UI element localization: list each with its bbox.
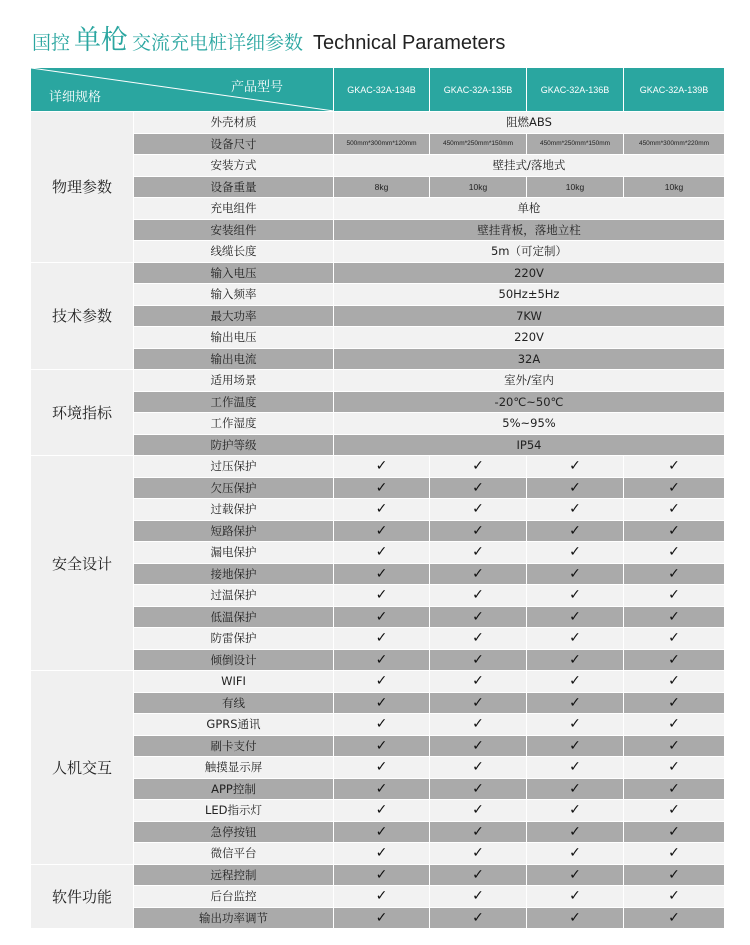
- spec-value-cell: [527, 778, 624, 800]
- spec-value-cell: [334, 649, 430, 671]
- spec-value: -20℃~50℃: [334, 391, 725, 413]
- checkmark-icon: ✓: [375, 651, 388, 668]
- table-row: [31, 219, 725, 241]
- checkmark-icon: ✓: [375, 694, 388, 711]
- spec-value: 8kg: [334, 176, 430, 198]
- checkmark-icon: ✓: [668, 845, 680, 862]
- spec-value-cell: [334, 735, 430, 757]
- spec-item-label: 微信平台: [134, 843, 334, 865]
- checkmark-icon: ✓: [668, 673, 680, 690]
- table-row: [31, 112, 725, 134]
- spec-value-cell: [334, 477, 430, 499]
- table-row: [31, 391, 725, 413]
- spec-value: 220V: [334, 327, 725, 349]
- table-row: [31, 628, 725, 650]
- spec-item-label: 触摸显示屏: [134, 757, 334, 779]
- checkmark-icon: ✓: [472, 479, 484, 496]
- spec-value-cell: [527, 907, 624, 929]
- table-row: [31, 821, 725, 843]
- spec-value-cell: [624, 606, 725, 628]
- spec-item-label: 输出电流: [134, 348, 334, 370]
- header-model-label: 产品型号: [230, 80, 283, 95]
- spec-value: 10kg: [527, 176, 624, 198]
- table-row: [31, 843, 725, 865]
- checkmark-icon: ✓: [668, 608, 680, 625]
- spec-item-label: 线缆长度: [134, 241, 334, 263]
- checkmark-icon: ✓: [569, 630, 581, 647]
- checkmark-icon: ✓: [472, 608, 484, 625]
- spec-value-cell: [527, 606, 624, 628]
- checkmark-icon: ✓: [569, 716, 581, 733]
- spec-item-label: 有线: [134, 692, 334, 714]
- checkmark-icon: ✓: [569, 608, 581, 625]
- spec-value-cell: [334, 499, 430, 521]
- checkmark-icon: ✓: [375, 544, 388, 561]
- checkmark-icon: ✓: [375, 458, 388, 475]
- checkmark-icon: ✓: [472, 630, 484, 647]
- checkmark-icon: ✓: [668, 716, 680, 733]
- title-highlight: 单枪: [74, 25, 129, 56]
- checkmark-icon: ✓: [668, 522, 680, 539]
- spec-value-cell: [334, 456, 430, 478]
- table-row: [31, 563, 725, 585]
- spec-value: 室外/室内: [334, 370, 725, 392]
- spec-value: 5m（可定制）: [334, 241, 725, 263]
- checkmark-icon: ✓: [472, 651, 484, 668]
- spec-value-cell: [430, 520, 527, 542]
- checkmark-icon: ✓: [472, 501, 484, 518]
- model-header-3: GKAC-32A-136B: [527, 68, 624, 112]
- spec-value-cell: [430, 735, 527, 757]
- spec-value-cell: [527, 542, 624, 564]
- spec-value-cell: [430, 628, 527, 650]
- table-row: [31, 477, 725, 499]
- checkmark-icon: ✓: [375, 888, 388, 905]
- spec-value-cell: [624, 800, 725, 822]
- spec-item-label: 输入电压: [134, 262, 334, 284]
- spec-value-cell: [624, 649, 725, 671]
- checkmark-icon: ✓: [375, 587, 388, 604]
- spec-table: [30, 67, 725, 929]
- spec-item-label: APP控制: [134, 778, 334, 800]
- spec-value: 10kg: [624, 176, 725, 198]
- spec-item-label: 过载保护: [134, 499, 334, 521]
- model-header-4: GKAC-32A-139B: [624, 68, 725, 112]
- spec-value-cell: [624, 907, 725, 929]
- spec-value: 10kg: [430, 176, 527, 198]
- spec-item-label: 防雷保护: [134, 628, 334, 650]
- spec-value-cell: [430, 477, 527, 499]
- spec-value-cell: [334, 520, 430, 542]
- table-row: [31, 348, 725, 370]
- checkmark-icon: ✓: [375, 823, 388, 840]
- spec-item-label: 充电组件: [134, 198, 334, 220]
- checkmark-icon: ✓: [668, 544, 680, 561]
- checkmark-icon: ✓: [375, 501, 388, 518]
- checkmark-icon: ✓: [472, 587, 484, 604]
- checkmark-icon: ✓: [668, 479, 680, 496]
- spec-value-cell: [430, 499, 527, 521]
- checkmark-icon: ✓: [375, 608, 388, 625]
- spec-item-label: 后台监控: [134, 886, 334, 908]
- spec-value-cell: [430, 563, 527, 585]
- spec-value-cell: [430, 542, 527, 564]
- spec-value-cell: [430, 843, 527, 865]
- spec-value-cell: [334, 864, 430, 886]
- spec-value-cell: [430, 606, 527, 628]
- spec-value: 阻燃ABS: [334, 112, 725, 134]
- spec-item-label: 输出功率调节: [134, 907, 334, 929]
- spec-item-label: 工作温度: [134, 391, 334, 413]
- checkmark-icon: ✓: [569, 780, 581, 797]
- checkmark-icon: ✓: [472, 458, 484, 475]
- table-row: [31, 176, 725, 198]
- spec-value-cell: [624, 821, 725, 843]
- spec-value: 50Hz±5Hz: [334, 284, 725, 306]
- spec-value-cell: [624, 477, 725, 499]
- spec-value-cell: [334, 542, 430, 564]
- checkmark-icon: ✓: [569, 694, 581, 711]
- spec-value-cell: [527, 821, 624, 843]
- spec-item-label: 短路保护: [134, 520, 334, 542]
- model-header-1: GKAC-32A-134B: [334, 68, 430, 112]
- table-row: [31, 155, 725, 177]
- checkmark-icon: ✓: [668, 651, 680, 668]
- checkmark-icon: ✓: [569, 866, 581, 883]
- spec-value: 220V: [334, 262, 725, 284]
- spec-value-cell: [624, 714, 725, 736]
- spec-value-cell: [334, 778, 430, 800]
- title-prefix: 国控: [32, 32, 71, 54]
- spec-value-cell: [430, 671, 527, 693]
- spec-value: 7KW: [334, 305, 725, 327]
- spec-value-cell: [624, 563, 725, 585]
- spec-value-cell: [334, 907, 430, 929]
- checkmark-icon: ✓: [569, 737, 581, 754]
- checkmark-icon: ✓: [668, 458, 680, 475]
- spec-value-cell: [430, 692, 527, 714]
- checkmark-icon: ✓: [668, 501, 680, 518]
- checkmark-icon: ✓: [375, 565, 388, 582]
- checkmark-icon: ✓: [472, 888, 484, 905]
- spec-item-label: 安装方式: [134, 155, 334, 177]
- checkmark-icon: ✓: [472, 845, 484, 862]
- table-row: [31, 520, 725, 542]
- checkmark-icon: ✓: [668, 694, 680, 711]
- spec-value-cell: [430, 714, 527, 736]
- spec-value-cell: [624, 542, 725, 564]
- checkmark-icon: ✓: [375, 759, 388, 776]
- spec-value-cell: [430, 778, 527, 800]
- spec-value-cell: [430, 907, 527, 929]
- table-row: [31, 327, 725, 349]
- checkmark-icon: ✓: [472, 802, 484, 819]
- spec-value-cell: [527, 843, 624, 865]
- spec-value-cell: [527, 864, 624, 886]
- checkmark-icon: ✓: [472, 823, 484, 840]
- table-row: [31, 692, 725, 714]
- spec-value-cell: [624, 735, 725, 757]
- checkmark-icon: ✓: [569, 479, 581, 496]
- table-row: [31, 757, 725, 779]
- spec-value-cell: [624, 585, 725, 607]
- spec-item-label: 刷卡支付: [134, 735, 334, 757]
- spec-value: 5%~95%: [334, 413, 725, 435]
- spec-value: IP54: [334, 434, 725, 456]
- table-row: [31, 886, 725, 908]
- table-row: [31, 434, 725, 456]
- spec-value-cell: [527, 735, 624, 757]
- spec-value-cell: [624, 456, 725, 478]
- spec-value-cell: [624, 671, 725, 693]
- spec-value-cell: [527, 477, 624, 499]
- spec-value: 450mm*250mm*150mm: [430, 133, 527, 155]
- checkmark-icon: ✓: [569, 501, 581, 518]
- table-row: [31, 241, 725, 263]
- table-row: [31, 284, 725, 306]
- spec-value-cell: [527, 563, 624, 585]
- spec-item-label: 漏电保护: [134, 542, 334, 564]
- spec-value-cell: [624, 886, 725, 908]
- checkmark-icon: ✓: [472, 780, 484, 797]
- table-row: [31, 413, 725, 435]
- checkmark-icon: ✓: [375, 522, 388, 539]
- spec-item-label: 设备重量: [134, 176, 334, 198]
- table-row: [31, 133, 725, 155]
- checkmark-icon: ✓: [569, 888, 581, 905]
- spec-item-label: 安装组件: [134, 219, 334, 241]
- spec-value: 32A: [334, 348, 725, 370]
- table-row: [31, 864, 725, 886]
- spec-value-cell: [334, 692, 430, 714]
- checkmark-icon: ✓: [668, 737, 680, 754]
- spec-value-cell: [527, 671, 624, 693]
- spec-value-cell: [334, 606, 430, 628]
- table-row: [31, 198, 725, 220]
- spec-item-label: 输出电压: [134, 327, 334, 349]
- spec-value-cell: [334, 886, 430, 908]
- table-row: [31, 499, 725, 521]
- checkmark-icon: ✓: [668, 759, 680, 776]
- table-row: [31, 649, 725, 671]
- spec-item-label: 欠压保护: [134, 477, 334, 499]
- title-middle: 交流充电桩详细参数: [132, 32, 304, 54]
- checkmark-icon: ✓: [668, 866, 680, 883]
- checkmark-icon: ✓: [569, 823, 581, 840]
- checkmark-icon: ✓: [375, 630, 388, 647]
- checkmark-icon: ✓: [375, 479, 388, 496]
- checkmark-icon: ✓: [569, 587, 581, 604]
- spec-value: 450mm*300mm*220mm: [624, 133, 725, 155]
- spec-item-label: 接地保护: [134, 563, 334, 585]
- spec-value-cell: [527, 886, 624, 908]
- table-row: [31, 606, 725, 628]
- checkmark-icon: ✓: [668, 802, 680, 819]
- spec-value-cell: [527, 757, 624, 779]
- checkmark-icon: ✓: [472, 673, 484, 690]
- spec-item-label: 过温保护: [134, 585, 334, 607]
- spec-value-cell: [334, 585, 430, 607]
- spec-value-cell: [334, 628, 430, 650]
- spec-value-cell: [334, 821, 430, 843]
- checkmark-icon: ✓: [375, 673, 388, 690]
- checkmark-icon: ✓: [668, 630, 680, 647]
- checkmark-icon: ✓: [668, 823, 680, 840]
- spec-value-cell: [334, 563, 430, 585]
- checkmark-icon: ✓: [472, 759, 484, 776]
- spec-value-cell: [527, 649, 624, 671]
- spec-item-label: WIFI: [134, 671, 334, 693]
- checkmark-icon: ✓: [569, 845, 581, 862]
- table-row: [31, 671, 725, 693]
- checkmark-icon: ✓: [472, 694, 484, 711]
- checkmark-icon: ✓: [375, 780, 388, 797]
- checkmark-icon: ✓: [569, 759, 581, 776]
- spec-value-cell: [527, 692, 624, 714]
- checkmark-icon: ✓: [375, 716, 388, 733]
- spec-value-cell: [430, 821, 527, 843]
- spec-value-cell: [430, 456, 527, 478]
- checkmark-icon: ✓: [375, 845, 388, 862]
- table-row: [31, 907, 725, 929]
- checkmark-icon: ✓: [668, 587, 680, 604]
- table-row: [31, 456, 725, 478]
- model-header-2: GKAC-32A-135B: [430, 68, 527, 112]
- spec-value-cell: [334, 800, 430, 822]
- checkmark-icon: ✓: [569, 565, 581, 582]
- spec-value-cell: [430, 800, 527, 822]
- spec-item-label: 防护等级: [134, 434, 334, 456]
- checkmark-icon: ✓: [569, 651, 581, 668]
- spec-value-cell: [527, 628, 624, 650]
- title-english: Technical Parameters: [313, 32, 506, 54]
- spec-value-cell: [527, 800, 624, 822]
- spec-item-label: 远程控制: [134, 864, 334, 886]
- spec-value-cell: [527, 520, 624, 542]
- spec-item-label: 倾倒设计: [134, 649, 334, 671]
- spec-value-cell: [430, 864, 527, 886]
- spec-item-label: 过压保护: [134, 456, 334, 478]
- spec-value-cell: [334, 843, 430, 865]
- spec-value-cell: [430, 585, 527, 607]
- spec-value: 壁挂背板，落地立柱: [334, 219, 725, 241]
- checkmark-icon: ✓: [472, 716, 484, 733]
- spec-value-cell: [624, 757, 725, 779]
- checkmark-icon: ✓: [668, 909, 680, 926]
- header-corner-cell: [31, 68, 334, 112]
- spec-value-cell: [334, 757, 430, 779]
- spec-value-cell: [624, 520, 725, 542]
- checkmark-icon: ✓: [375, 909, 388, 926]
- spec-value-cell: [334, 671, 430, 693]
- checkmark-icon: ✓: [472, 866, 484, 883]
- spec-value: 450mm*250mm*150mm: [527, 133, 624, 155]
- table-row: [31, 542, 725, 564]
- checkmark-icon: ✓: [375, 802, 388, 819]
- spec-value-cell: [334, 714, 430, 736]
- spec-item-label: GPRS通讯: [134, 714, 334, 736]
- checkmark-icon: ✓: [569, 802, 581, 819]
- spec-value-cell: [624, 778, 725, 800]
- checkmark-icon: ✓: [569, 909, 581, 926]
- spec-value-cell: [624, 628, 725, 650]
- table-row: [31, 370, 725, 392]
- category-label: 环境指标: [31, 370, 134, 456]
- checkmark-icon: ✓: [668, 565, 680, 582]
- spec-value-cell: [527, 456, 624, 478]
- checkmark-icon: ✓: [472, 522, 484, 539]
- checkmark-icon: ✓: [569, 522, 581, 539]
- category-label: 人机交互: [31, 671, 134, 865]
- spec-value-cell: [430, 757, 527, 779]
- table-row: [31, 800, 725, 822]
- spec-value-cell: [527, 714, 624, 736]
- checkmark-icon: ✓: [668, 780, 680, 797]
- table-header-row: [31, 68, 725, 112]
- checkmark-icon: ✓: [375, 737, 388, 754]
- spec-item-label: 工作湿度: [134, 413, 334, 435]
- page-title: [32, 18, 505, 58]
- spec-value: 500mm*300mm*120mm: [334, 133, 430, 155]
- spec-value: 单枪: [334, 198, 725, 220]
- table-row: [31, 778, 725, 800]
- spec-value-cell: [624, 864, 725, 886]
- spec-value-cell: [624, 499, 725, 521]
- checkmark-icon: ✓: [472, 909, 484, 926]
- checkmark-icon: ✓: [375, 866, 388, 883]
- checkmark-icon: ✓: [569, 544, 581, 561]
- spec-value-cell: [527, 499, 624, 521]
- category-label: 技术参数: [31, 262, 134, 370]
- spec-item-label: 外壳材质: [134, 112, 334, 134]
- spec-item-label: 适用场景: [134, 370, 334, 392]
- header-spec-label: 详细规格: [49, 90, 102, 105]
- spec-item-label: 最大功率: [134, 305, 334, 327]
- table-row: [31, 735, 725, 757]
- category-label: 物理参数: [31, 112, 134, 263]
- spec-item-label: 低温保护: [134, 606, 334, 628]
- checkmark-icon: ✓: [472, 737, 484, 754]
- spec-item-label: 设备尺寸: [134, 133, 334, 155]
- checkmark-icon: ✓: [569, 458, 581, 475]
- table-row: [31, 305, 725, 327]
- checkmark-icon: ✓: [472, 565, 484, 582]
- spec-value-cell: [527, 585, 624, 607]
- checkmark-icon: ✓: [472, 544, 484, 561]
- spec-item-label: 急停按钮: [134, 821, 334, 843]
- spec-item-label: LED指示灯: [134, 800, 334, 822]
- spec-item-label: 输入频率: [134, 284, 334, 306]
- table-row: [31, 714, 725, 736]
- checkmark-icon: ✓: [668, 888, 680, 905]
- spec-value: 壁挂式/落地式: [334, 155, 725, 177]
- category-label: 软件功能: [31, 864, 134, 929]
- category-label: 安全设计: [31, 456, 134, 671]
- table-row: [31, 585, 725, 607]
- spec-value-cell: [624, 843, 725, 865]
- checkmark-icon: ✓: [569, 673, 581, 690]
- spec-value-cell: [430, 886, 527, 908]
- table-row: [31, 262, 725, 284]
- spec-value-cell: [624, 692, 725, 714]
- spec-value-cell: [430, 649, 527, 671]
